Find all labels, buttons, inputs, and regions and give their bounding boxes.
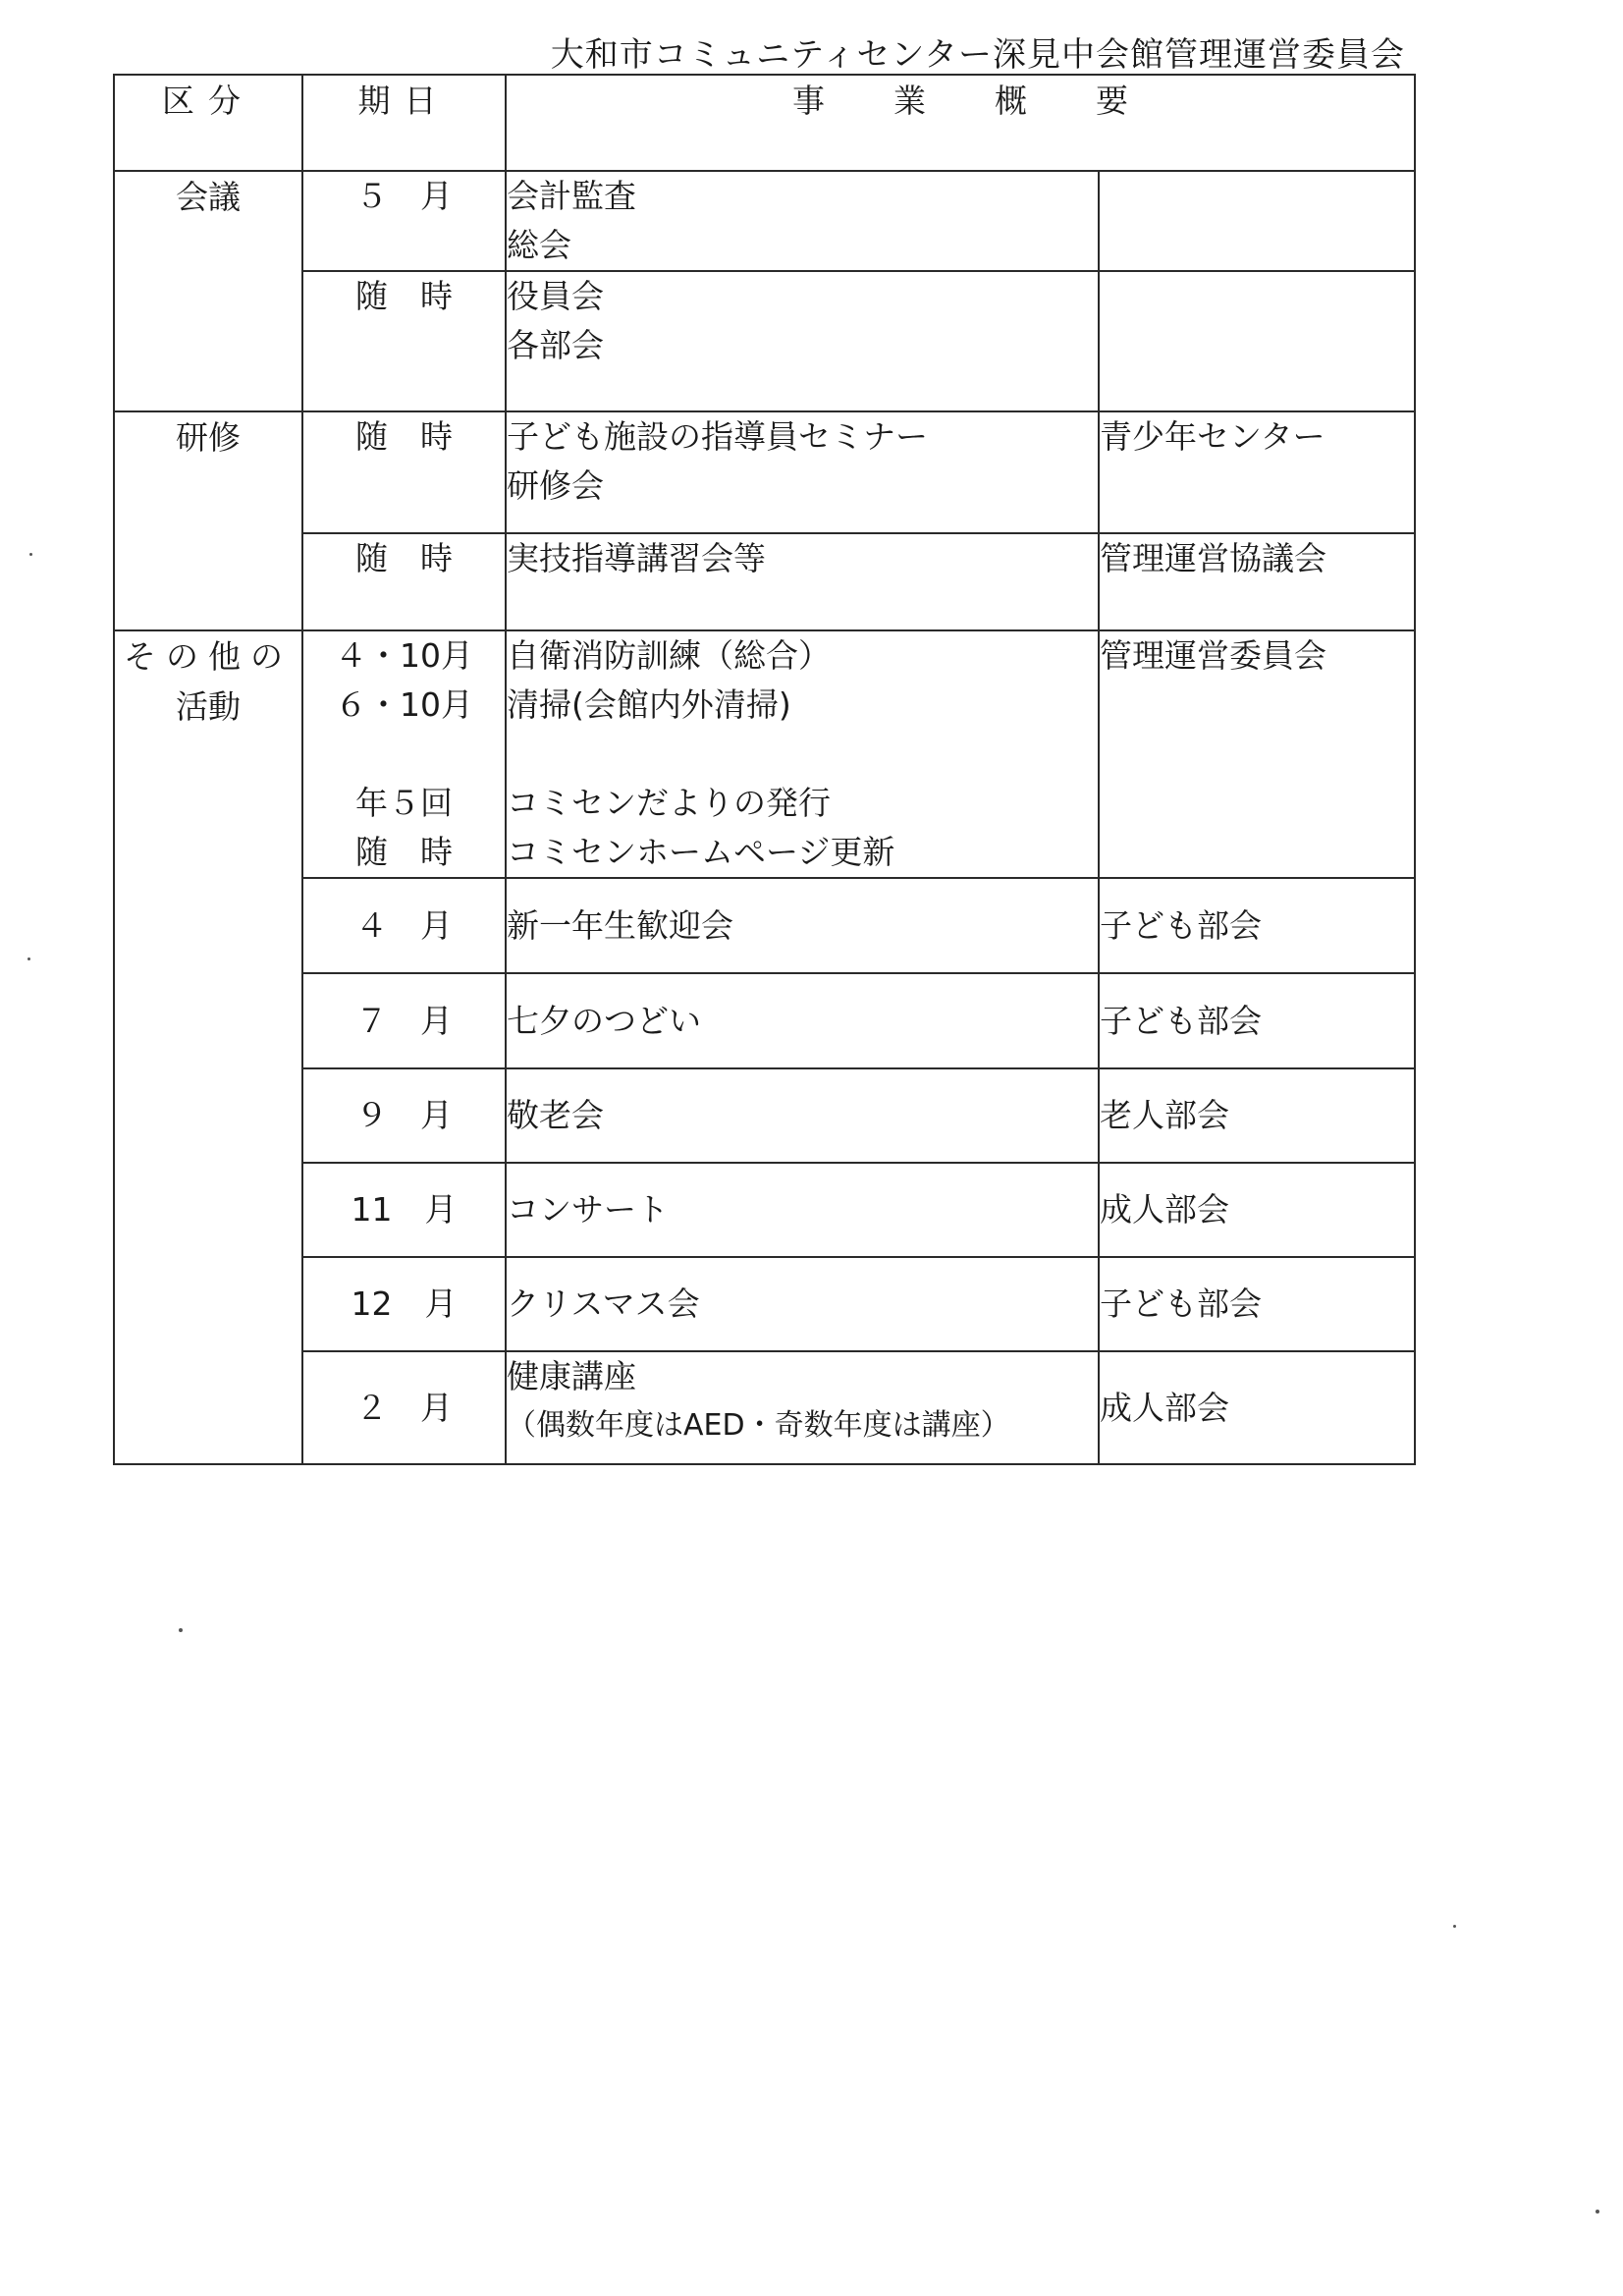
scan-speck	[27, 957, 30, 960]
period-cell	[302, 533, 506, 630]
table-row	[114, 878, 1415, 973]
event-label: 会計監査	[507, 177, 636, 215]
period-label: 12 月	[351, 1285, 458, 1323]
header-summary: 事業概要	[506, 75, 1415, 171]
organizer-label: 成人部会	[1100, 1388, 1229, 1427]
event-cell	[506, 1068, 1099, 1163]
period-label: 随 時	[355, 277, 453, 315]
table-row	[114, 973, 1415, 1068]
event-label: 役員会	[507, 277, 604, 315]
period-cell	[302, 1351, 506, 1464]
organizer-cell	[1099, 878, 1415, 973]
period-cell	[302, 1163, 506, 1257]
event-label: 健康講座	[507, 1357, 636, 1395]
period-cell	[302, 878, 506, 973]
organizer-cell	[1099, 171, 1415, 271]
event-cell	[506, 1163, 1099, 1257]
organizer-cell	[1099, 1351, 1415, 1464]
event-cell	[506, 1351, 1099, 1464]
category-label: 研修	[176, 418, 241, 457]
period-cell	[302, 271, 506, 411]
organization-title: 大和市コミュニティセンター深見中会館管理運営委員会	[550, 35, 1405, 75]
category-label: 活動	[176, 687, 241, 727]
table-row	[114, 1163, 1415, 1257]
table-row	[114, 1257, 1415, 1351]
event-label: クリスマス会	[507, 1285, 700, 1323]
organizer-cell	[1099, 1257, 1415, 1351]
organizer-cell	[1099, 1163, 1415, 1257]
period-cell	[302, 171, 506, 271]
period-label: 随 時	[355, 417, 453, 456]
event-label: コミセンだよりの発行	[507, 784, 831, 822]
table-row	[114, 1351, 1415, 1464]
period-label: 随 時	[355, 539, 453, 577]
event-cell	[506, 411, 1099, 533]
period-label: ４・10月	[335, 636, 473, 675]
event-cell	[506, 973, 1099, 1068]
period-label: ９ 月	[355, 1096, 453, 1134]
event-cell	[506, 171, 1099, 271]
event-cell	[506, 630, 1099, 878]
table-row	[114, 1068, 1415, 1163]
organizer-cell	[1099, 271, 1415, 411]
period-cell	[302, 973, 506, 1068]
scan-speck	[1453, 1925, 1456, 1928]
organizer-label: 管理運営協議会	[1100, 539, 1326, 577]
period-label: ７ 月	[355, 1001, 453, 1040]
event-label: 研修会	[507, 466, 604, 505]
category-cell	[114, 411, 302, 630]
table-row	[114, 271, 1415, 411]
event-label: コミセンホームページ更新	[507, 833, 895, 871]
organizer-label: 子ども部会	[1100, 1001, 1262, 1040]
period-label: ５ 月	[355, 177, 453, 215]
category-cell	[114, 630, 302, 1464]
event-label: 清掃(会館内外清掃)	[507, 685, 791, 724]
organizer-cell	[1099, 630, 1415, 878]
category-label: その他の	[124, 637, 293, 676]
organizer-label: 老人部会	[1100, 1096, 1229, 1134]
period-cell	[302, 1068, 506, 1163]
category-label: 会議	[176, 178, 241, 216]
period-label: 11 月	[351, 1190, 458, 1229]
category-cell	[114, 171, 302, 411]
event-label: （偶数年度はAED・奇数年度は講座）	[507, 1408, 1010, 1443]
scan-speck	[29, 553, 32, 556]
table-row	[114, 630, 1415, 878]
organizer-label: 子ども部会	[1100, 1285, 1262, 1323]
event-cell	[506, 878, 1099, 973]
event-label: 子ども施設の指導員セミナー	[507, 417, 928, 456]
table-header-row	[114, 75, 1415, 171]
event-label: コンサート	[507, 1190, 669, 1229]
header-category: 区分	[114, 75, 302, 171]
period-label: ４ 月	[355, 905, 453, 945]
organizer-cell	[1099, 1068, 1415, 1163]
header-period: 期日	[302, 75, 506, 171]
event-label: 七夕のつどい	[507, 1001, 701, 1040]
period-cell	[302, 1257, 506, 1351]
activity-plan-table	[113, 74, 1416, 1465]
organizer-cell	[1099, 533, 1415, 630]
organizer-label: 成人部会	[1100, 1190, 1229, 1229]
table-row	[114, 411, 1415, 533]
scan-speck	[1596, 2210, 1599, 2214]
event-cell	[506, 533, 1099, 630]
event-cell	[506, 271, 1099, 411]
event-label: 各部会	[507, 326, 604, 364]
event-label: 自衛消防訓練（総合）	[507, 636, 831, 675]
period-label: 年５回	[355, 784, 453, 822]
period-cell	[302, 630, 506, 878]
table-row	[114, 171, 1415, 271]
organizer-cell	[1099, 411, 1415, 533]
period-label: 随 時	[355, 833, 453, 871]
table-row	[114, 533, 1415, 630]
event-label: 総会	[507, 226, 571, 264]
event-cell	[506, 1257, 1099, 1351]
period-cell	[302, 411, 506, 533]
period-label: ６・10月	[335, 685, 473, 724]
event-label: 実技指導講習会等	[507, 539, 766, 577]
organizer-label: 管理運営委員会	[1100, 636, 1326, 675]
event-label: 敬老会	[507, 1096, 604, 1134]
organizer-cell	[1099, 973, 1415, 1068]
scan-speck	[179, 1628, 183, 1632]
organizer-label: 子ども部会	[1100, 905, 1262, 945]
period-label: ２ 月	[355, 1388, 453, 1427]
organizer-label: 青少年センター	[1100, 417, 1325, 456]
event-label: 新一年生歓迎会	[507, 905, 733, 945]
